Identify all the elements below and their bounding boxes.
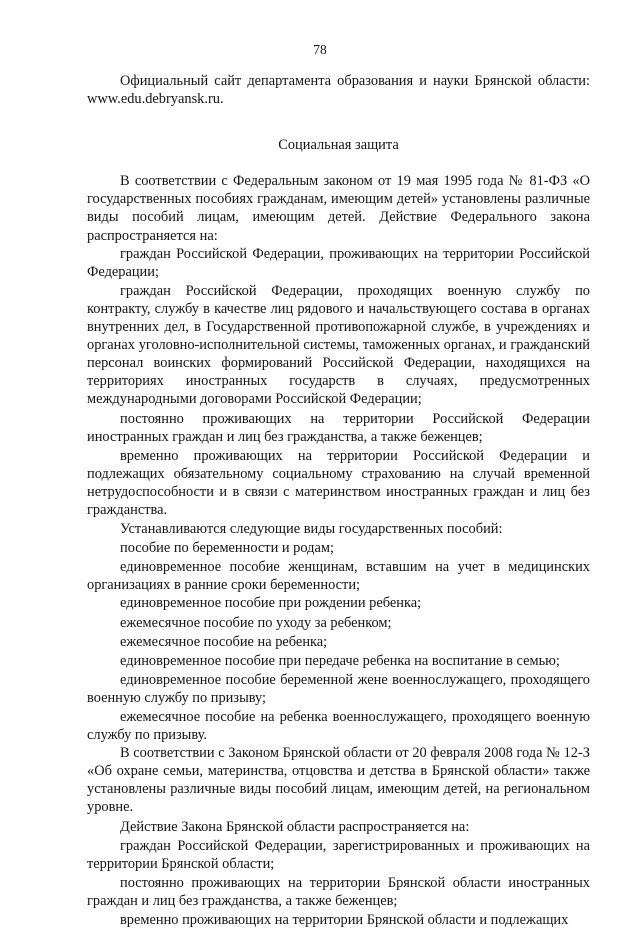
paragraph-benefit-types-intro: Устанавливаются следующие виды государственных пособий: [120, 521, 503, 538]
list-item-childcare-monthly-benefit: ежемесячное пособие по уходу за ребенком; [120, 614, 392, 631]
page-number: 78 [313, 42, 327, 57]
list-item-conscript-wife-benefit: единовременное пособие беременной жене военнослужащего, проходящего военную службу по призыву; [87, 671, 590, 706]
list-item-citizens-residing: граждан Российской Федерации, проживающих на территории Российской Федерации; [87, 245, 590, 280]
paragraph-federal-law-intro: В соответствии с Федеральным законом от 19 мая 1995 года № 81-ФЗ «О государственных пособиях гражданам, имеющим детей» установлены различные виды пособий лицам, имеющим детей. Действие Федерального закона распространяется на: [87, 173, 590, 244]
list-item-bryansk-permanent-residents: постоянно проживающих на территории Брянской области иностранных граждан и лиц без гражданства, а также беженцев; [87, 874, 590, 909]
list-item-citizens-serving: граждан Российской Федерации, проходящих военную службу по контракту, службу в качестве лиц рядового и начальствующего состава в органах внутренних дел, в Государственной противопожарной службе, в учреждениях и органах уголовно-исполнительной системы, таможенных органах, и гражданский персонал воинских формирований Российской Федерации, находящихся на территориях иностранных государств в случаях, предусмотренных международными договорами Российской Федерации; [87, 282, 590, 408]
section-heading: Социальная защита [278, 137, 399, 154]
list-item-maternity-benefit: пособие по беременности и родам; [120, 540, 334, 557]
page-content [87, 72, 590, 929]
list-item-child-monthly-benefit: ежемесячное пособие на ребенка; [120, 633, 328, 650]
list-item-early-registration-benefit: единовременное пособие женщинам, вставшим на учет в медицинских организациях в ранние сроки беременности; [87, 559, 590, 594]
list-item-permanent-residents: постоянно проживающих на территории Российской Федерации иностранных граждан и лиц без гражданства, а также беженцев; [87, 410, 590, 445]
paragraph-regional-scope-intro: Действие Закона Брянской области распространяется на: [120, 818, 470, 835]
list-item-adoption-benefit: единовременное пособие при передаче ребенка на воспитание в семью; [120, 652, 560, 669]
list-item-conscript-child-benefit: ежемесячное пособие на ребенка военнослужащего, проходящего военную службу по призыву. [87, 709, 590, 744]
list-item-birth-benefit: единовременное пособие при рождении ребенка; [120, 595, 422, 612]
list-item-bryansk-registered-citizens: граждан Российской Федерации, зарегистрированных и проживающих на территории Брянской области; [87, 837, 590, 872]
paragraph-regional-law-intro: В соответствии с Законом Брянской области от 20 февраля 2008 года № 12-З «Об охране семьи, материнства, отцовства и детства в Брянской области» также установлены различные виды пособий лицам, имеющим детей, на региональном уровне. [87, 745, 590, 816]
website-note: Официальный сайт департамента образования и науки Брянской области: www.edu.debryansk.ru. [87, 73, 590, 108]
list-item-bryansk-temporary-residents: временно проживающих на территории Брянской области и подлежащих [120, 912, 569, 929]
list-item-temporary-residents: временно проживающих на территории Российской Федерации и подлежащих обязательному социальному страхованию на случай временной нетрудоспособности и в связи с материнством иностранных граждан и лиц без гражданства. [87, 447, 590, 518]
